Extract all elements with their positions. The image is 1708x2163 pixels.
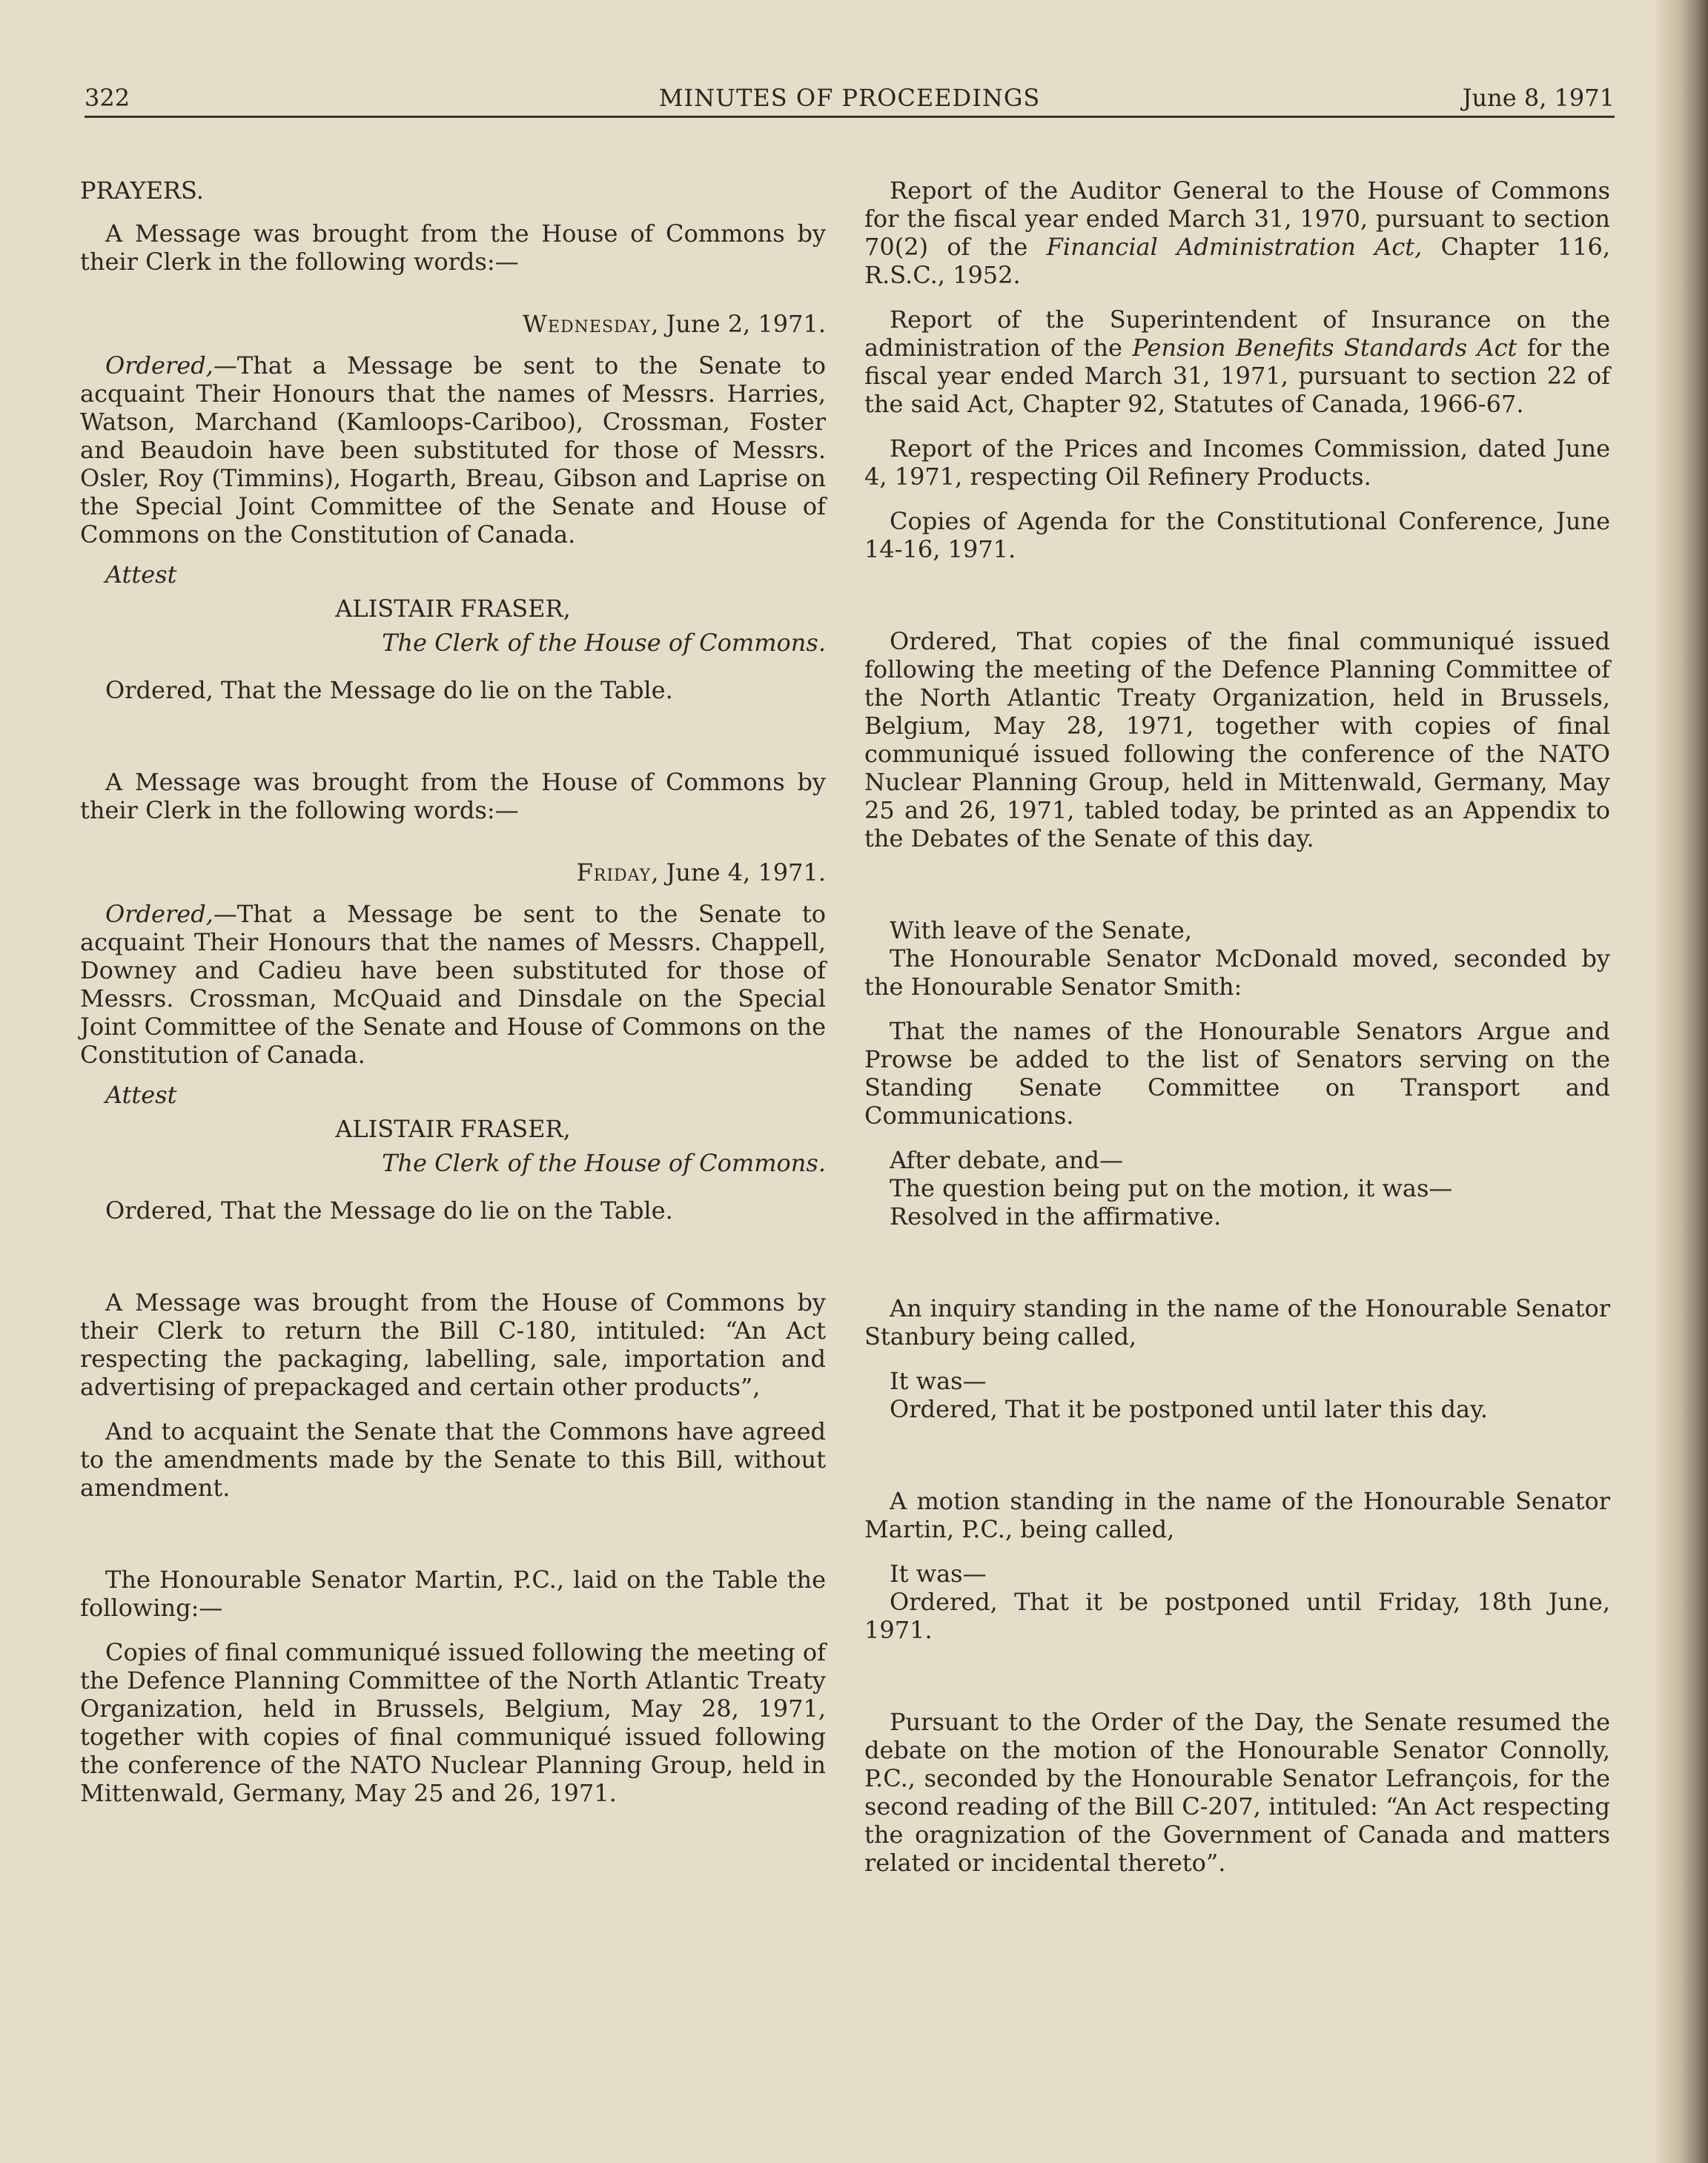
message-1-signer: ALISTAIR FRASER, <box>335 594 571 623</box>
agenda-copies: Copies of Agenda for the Constitutional Conference, June 14-16, 1971. <box>864 507 1610 563</box>
left-column <box>80 176 826 1807</box>
message-3-acquaint: And to acquaint the Senate that the Commons have agreed to the amendments made by the Senate to this Bill, without amendment. <box>80 1417 826 1502</box>
report-superintendent-insurance: Report of the Superintendent of Insurance on the administration of the Pension Benefits Standards Act for the fiscal year ended March 31, 1971, pursuant to section 22 of the said Act, Chapter 92, Statutes of Canada, 1966-67. <box>864 305 1611 418</box>
running-title: MINUTES OF PROCEEDINGS <box>658 84 1041 112</box>
message-2-body: Ordered,—That a Message be sent to the Senate to acquaint Their Honours that the names of Messrs. Chappell, Downey and Cadieu have been substituted for those of Messrs. Crossman, McQuaid and Dinsdale on the Special Joint Committee of the Senate and House of Commons on the Constitution of Canada. <box>80 900 826 1069</box>
message-1-intro: A Message was brought from the House of Commons by their Clerk in the following words:— <box>80 219 826 276</box>
resumed-debate-c207: Pursuant to the Order of the Day, the Senate resumed the debate on the motion of the Honourable Senator Connolly, P.C., seconded by the Honourable Senator Lefrançois, for the second reading of the Bill C-207, intituled: “An Act respecting the oragnization of the Government of Canada and matters related or incidental thereto”. <box>864 1708 1610 1877</box>
page-number: 322 <box>85 84 130 112</box>
message-1-signer-title: The Clerk of the House of Commons. <box>382 629 826 657</box>
prayers-heading: PRAYERS. <box>80 176 204 205</box>
after-debate: After debate, and— <box>890 1146 1123 1174</box>
report-auditor-general: Report of the Auditor General to the House of Commons for the fiscal year ended March 31, 1970, pursuant to section 70(2) of the Financial Administration Act, Chapter 116, R.S.C., 1952. <box>864 176 1611 289</box>
message-1-table: Ordered, That the Message do lie on the Table. <box>105 676 673 704</box>
it-was-1: It was— <box>890 1367 987 1395</box>
ordered-printed-appendix: Ordered, That copies of the final communiqué issued following the meeting of the Defence Planning Committee of the North Atlantic Treaty Organization, held in Brussels, Belgium, May 28, 1971, together with copies of final communiqué issued following the conference of the NATO Nuclear Planning Group, held in Mittenwald, Germany, May 25 and 26, 1971, tabled today, be printed as an Appendix to the Debates of the Senate of this day. <box>864 627 1610 852</box>
resolved-affirmative: Resolved in the affirmative. <box>890 1202 1222 1230</box>
inquiry-stanbury: An inquiry standing in the name of the Honourable Senator Stanbury being called, <box>864 1294 1610 1351</box>
motion-martin: A motion standing in the name of the Honourable Senator Martin, P.C., being called, <box>864 1487 1610 1543</box>
mcdonald-moved: The Honourable Senator McDonald moved, seconded by the Honourable Senator Smith: <box>864 944 1610 1001</box>
running-header <box>85 80 1615 118</box>
question-put: The question being put on the motion, it was— <box>890 1174 1453 1202</box>
message-1-date: Wednesday, June 2, 1971. <box>523 310 826 338</box>
header-date: June 8, 1971 <box>1462 84 1615 112</box>
leave-of-senate: With leave of the Senate, <box>890 916 1193 944</box>
message-3-intro: A Message was brought from the House of Commons by their Clerk to return the Bill C-180, intituled: “An Act respecting the packaging, labelling, sale, importation and advertising of prepackaged and certain other products”, <box>80 1288 826 1401</box>
postponed-later-today: Ordered, That it be postponed until later this day. <box>890 1395 1489 1423</box>
message-1-body: Ordered,—That a Message be sent to the Senate to acquaint Their Honours that the names of Messrs. Harries, Watson, Marchand (Kamloops-Cariboo), Crossman, Foster and Beaudoin have been substituted for those of Messrs. Osler, Roy (Timmins), Hogarth, Breau, Gibson and Laprise on the Special Joint Committee of the Senate and House of Commons on the Constitution of Canada. <box>80 351 826 549</box>
postponed-june-18: Ordered, That it be postponed until Friday, 18th June, 1971. <box>864 1588 1610 1644</box>
message-2-attest: Attest <box>105 1081 177 1109</box>
message-2-signer: ALISTAIR FRASER, <box>335 1115 571 1143</box>
report-prices-incomes: Report of the Prices and Incomes Commission, dated June 4, 1971, respecting Oil Refinery Products. <box>864 434 1610 491</box>
tabled-intro: The Honourable Senator Martin, P.C., laid on the Table the following:— <box>80 1566 826 1622</box>
motion-text: That the names of the Honourable Senators Argue and Prowse be added to the list of Senators serving on the Standing Senate Committee on Transport and Communications. <box>864 1017 1610 1130</box>
message-1-attest: Attest <box>105 560 177 589</box>
right-column <box>864 176 1610 1877</box>
page-edge-shadow <box>1656 0 1708 2163</box>
message-2-date: Friday, June 4, 1971. <box>576 858 826 887</box>
tabled-item: Copies of final communiqué issued following the meeting of the Defence Planning Committee of the North Atlantic Treaty Organization, held in Brussels, Belgium, May 28, 1971, together with copies of final communiqué issued following the conference of the NATO Nuclear Planning Group, held in Mittenwald, Germany, May 25 and 26, 1971. <box>80 1638 826 1807</box>
message-2-intro: A Message was brought from the House of Commons by their Clerk in the following words:— <box>80 768 826 824</box>
message-2-signer-title: The Clerk of the House of Commons. <box>382 1149 826 1177</box>
message-2-table: Ordered, That the Message do lie on the Table. <box>105 1196 673 1225</box>
it-was-2: It was— <box>890 1560 987 1588</box>
